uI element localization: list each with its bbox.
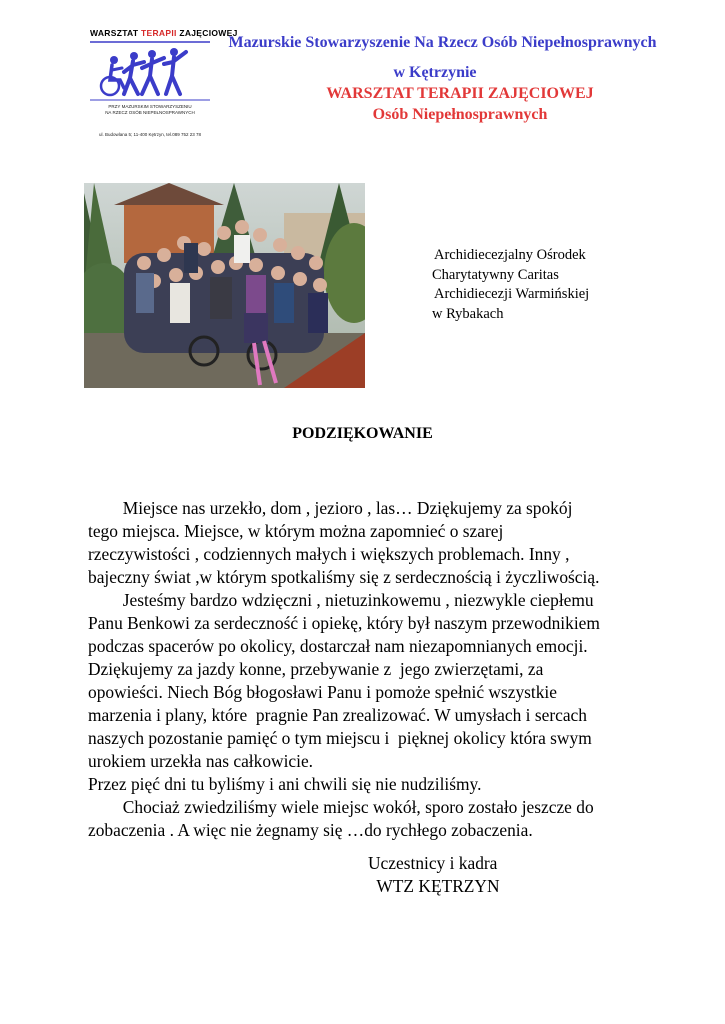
body-line: Jesteśmy bardzo wdzięczni , nietuzinkowemu , niezwykle ciepłemu (88, 590, 594, 610)
wtz-logo (86, 28, 238, 146)
body-line: Miejsce nas urzekło, dom , jezioro , las… Dziękujemy za spokój (88, 498, 573, 518)
body-line: marzenia i plany, które pragnie Pan zrealizować. W umysłach i sercach (88, 705, 587, 725)
recipient-line-1: Archidiecezjalny Ośrodek (434, 247, 586, 263)
signature (368, 852, 500, 898)
signature-line-1: Uczestnicy i kadra (368, 853, 498, 873)
body-line: zobaczenia . A więc nie żegnamy się …do rychłego zobaczenia. (88, 820, 533, 840)
people-figures-icon (86, 28, 214, 146)
body-line: naszych pozostanie pamięć o tym miejscu i pięknej okolicy która swym (88, 728, 592, 748)
logo-title-word-1: WARSZTAT (90, 28, 139, 38)
body-line: Przez pięć dni tu byliśmy i ani chwili się nie nudziliśmy. (88, 774, 482, 794)
group-photo (84, 183, 365, 388)
organization-city: w Kętrzynie (393, 64, 477, 81)
recipient-line-4: w Rybakach (432, 305, 504, 322)
body-line: opowieści. Niech Bóg błogosławi Panu i pomoże spełnić wszystkie (88, 682, 557, 702)
logo-text-line-1: PRZY MAZURSKIM STOWARZYSZENIU (108, 104, 192, 109)
logo-text-line-2: NA RZECZ OSÓB NIEPEŁNOSPRAWNYCH (105, 110, 195, 115)
logo-address-line: ul. Budowlana 5; 11-400 Kętrzyn, tel.089 752 23 78 (99, 132, 201, 137)
body-line: podczas spacerów po okolicy, dostarczał nam niezapomnianych emocji. (88, 636, 588, 656)
letter-heading: PODZIĘKOWANIE (292, 425, 433, 442)
recipient-address (432, 246, 589, 324)
body-line: tego miejsca. Miejsce, w którym można zapomnieć o szarej (88, 521, 504, 541)
organization-name: Mazurskie Stowarzyszenie Na Rzecz Osób Niepełnosprawnych (228, 34, 657, 51)
workshop-title: WARSZTAT TERAPII ZAJĘCIOWEJ (326, 85, 594, 102)
body-line: bajeczny świat ,w którym spotkaliśmy się z serdecznością i życzliwością. (88, 567, 600, 587)
logo-title-word-3: ZAJĘCIOWEJ (179, 28, 238, 38)
body-line: rzeczywistości , codziennych małych i większych problemach. Inny , (88, 544, 570, 564)
body-line: Chociaż zwiedziliśmy wiele miejsc wokół, sporo zostało jeszcze do (88, 797, 594, 817)
logo-title-word-2: TERAPII (141, 28, 177, 38)
recipient-line-2: Charytatywny Caritas (432, 266, 559, 283)
signature-line-2: WTZ KĘTRZYN (368, 876, 500, 896)
recipient-line-3: Archidiecezji Warmińskiej (434, 286, 590, 302)
body-line: urokiem urzekła nas całkowicie. (88, 751, 314, 771)
letter-body (88, 497, 688, 842)
body-line: Panu Benkowi za serdeczność i opiekę, który był naszym przewodnikiem (88, 613, 600, 633)
workshop-subtitle: Osób Niepełnosprawnych (372, 106, 548, 123)
body-line: Dziękujemy za jazdy konne, przebywanie z jego zwierzętami, za (88, 659, 544, 679)
